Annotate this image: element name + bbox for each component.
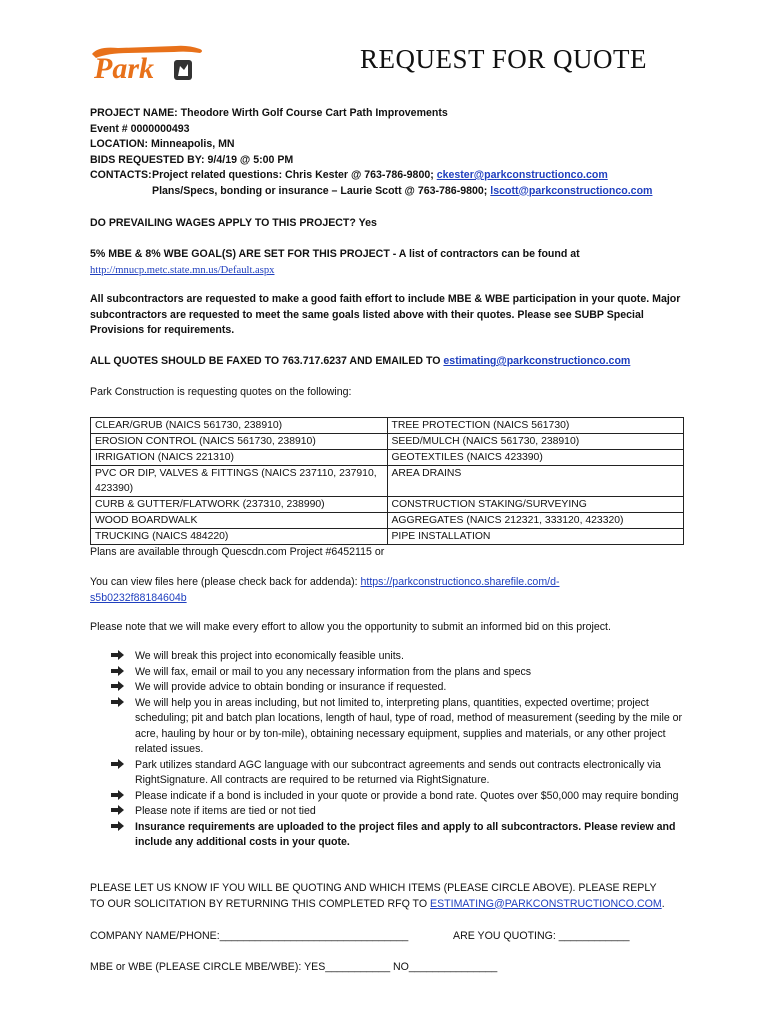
prevailing-wages: DO PREVAILING WAGES APPLY TO THIS PROJECT? Yes	[90, 217, 377, 229]
list-item: Park utilizes standard AGC language with our subcontract agreements and sends out contracts electronically via RightSignature. All contracts are required to be returned via RightSignature.	[108, 758, 683, 789]
table-cell: SEED/MULCH (NAICS 561730, 238910)	[387, 434, 684, 450]
table-cell: AGGREGATES (NAICS 212321, 333120, 423320)	[387, 513, 684, 529]
lion-crest-icon	[174, 60, 192, 80]
table-row	[91, 450, 684, 466]
table-cell: IRRIGATION (NAICS 221310)	[91, 450, 388, 466]
files-paragraph: You can view files here (please check back for addenda): https://parkconstructionco.sharefile.com/d- s5b0232f88184604b	[90, 576, 560, 604]
table-cell: GEOTEXTILES (NAICS 423390)	[387, 450, 684, 466]
company-phone-field[interactable]: COMPANY NAME/PHONE:________________________________	[90, 930, 409, 942]
project-info	[90, 106, 690, 199]
park-logo	[88, 40, 208, 90]
park-logo-graphic	[88, 40, 208, 90]
project-name: PROJECT NAME: Theodore Wirth Golf Course Cart Path Improvements	[90, 107, 448, 119]
event-number: Event # 0000000493	[90, 122, 190, 135]
list-item: We will fax, email or mail to you any necessary information from the plans and specs	[108, 665, 683, 681]
table-cell: TREE PROTECTION (NAICS 561730)	[387, 418, 684, 434]
contacts-label: CONTACTS:	[90, 169, 152, 181]
arrow-bullet-icon	[111, 758, 125, 770]
table-row	[91, 434, 684, 450]
table-cell: WOOD BOARDWALK	[91, 513, 388, 529]
table-cell: TRUCKING (NAICS 484220)	[91, 529, 388, 545]
requesting-line: Park Construction is requesting quotes on the following:	[90, 386, 352, 398]
sharefile-link[interactable]: https://parkconstructionco.sharefile.com/d-	[360, 576, 560, 588]
table-cell: EROSION CONTROL (NAICS 561730, 238910)	[91, 434, 388, 450]
are-you-quoting-field[interactable]: ARE YOU QUOTING: ____________	[453, 930, 630, 942]
arrow-bullet-icon	[111, 820, 125, 832]
list-item: Please indicate if a bond is included in your quote or provide a bond rate. Quotes over $50,000 may require bonding	[108, 789, 683, 805]
location: LOCATION: Minneapolis, MN	[90, 138, 235, 150]
fax-paragraph: ALL QUOTES SHOULD BE FAXED TO 763.717.6237 AND EMAILED TO estimating@parkconstructionco.com	[90, 355, 631, 367]
list-item: Please note if items are tied or not tied	[108, 804, 683, 820]
commitments-list	[108, 649, 683, 851]
arrow-bullet-icon	[111, 696, 125, 708]
table-row	[91, 497, 684, 513]
arrow-bullet-icon	[111, 680, 125, 692]
table-cell: PVC OR DIP, VALVES & FITTINGS (NAICS 237110, 237910, 423390)	[91, 466, 388, 497]
arrow-bullet-icon	[111, 804, 125, 816]
arrow-bullet-icon	[111, 649, 125, 661]
contact-2: Plans/Specs, bonding or insurance – Laurie Scott @ 763-786-9800; lscott@parkconstructionco.com	[152, 184, 653, 197]
note-line: Please note that we will make every effort to allow you the opportunity to submit an informed bid on this project.	[90, 621, 611, 633]
contractors-list-link[interactable]: http://mnucp.metc.state.mn.us/Default.aspx	[90, 264, 275, 276]
estimating-email-link[interactable]: estimating@parkconstructionco.com	[443, 355, 631, 367]
table-row	[91, 418, 684, 434]
table-cell: CURB & GUTTER/FLATWORK (237310, 238990)	[91, 497, 388, 513]
goals-paragraph	[90, 247, 690, 278]
arrow-bullet-icon	[111, 665, 125, 677]
table-cell: PIPE INSTALLATION	[387, 529, 684, 545]
table-row	[91, 513, 684, 529]
arrow-bullet-icon	[111, 789, 125, 801]
closing-email-link[interactable]: ESTIMATING@PARKCONSTRUCTIONCO.COM	[430, 897, 662, 910]
table-cell: CONSTRUCTION STAKING/SURVEYING	[387, 497, 684, 513]
table-cell: CLEAR/GRUB (NAICS 561730, 238910)	[91, 418, 388, 434]
list-item: We will provide advice to obtain bonding or insurance if requested.	[108, 680, 683, 696]
page-title: REQUEST FOR QUOTE	[360, 44, 648, 74]
list-item: We will help you in areas including, but not limited to, interpreting plans, quantities, expected overtime; project scheduling; pit and batch plan locations, length of haul, type of road, method of measurement (seeding by the mile or acre, hauling by hour or by ton-mile), obtaining necessary equipment, supplies and materials, or any other project related issues.	[108, 696, 683, 758]
closing-paragraph: PLEASE LET US KNOW IF YOU WILL BE QUOTING AND WHICH ITEMS (PLEASE CIRCLE ABOVE). PLEASE REPLY TO OUR SOLICITATION BY RETURNING THIS COMPLETED RFQ TO ESTIMATING@PARKCONSTRUCTIONCO.COM.	[90, 882, 665, 910]
contacts	[90, 168, 690, 199]
svg-text:Park: Park	[94, 52, 154, 85]
goals-text: 5% MBE & 8% WBE GOAL(S) ARE SET FOR THIS PROJECT - A list of contractors can be found at	[90, 248, 580, 260]
contact-1: Project related questions: Chris Kester @ 763-786-9800; ckester@parkconstructionco.com	[152, 169, 608, 181]
plans-line: Plans are available through Quescdn.com Project #6452115 or	[90, 546, 385, 558]
contact-2-email-link[interactable]: lscott@parkconstructionco.com	[490, 184, 653, 197]
items-table	[90, 417, 684, 545]
contact-1-email-link[interactable]: ckester@parkconstructionco.com	[436, 169, 608, 181]
table-row	[91, 466, 684, 497]
subcontractors-paragraph: All subcontractors are requested to make a good faith effort to include MBE & WBE participation in your quote. Major subcontractors are requested to meet the same goals listed above with their quotes. Please see SUBP Special Provisions for requirements.	[90, 293, 681, 336]
list-item: Insurance requirements are uploaded to the project files and apply to all subcontractors. Please review and include any additional costs in your quote.	[108, 820, 683, 851]
bids-requested-by: BIDS REQUESTED BY: 9/4/19 @ 5:00 PM	[90, 153, 294, 166]
table-row	[91, 529, 684, 545]
sharefile-link-cont[interactable]: s5b0232f88184604b	[90, 591, 187, 604]
mbe-wbe-field[interactable]: MBE or WBE (PLEASE CIRCLE MBE/WBE): YES___________ NO_______________	[90, 961, 498, 973]
list-item: We will break this project into economically feasible units.	[108, 649, 683, 665]
table-cell: AREA DRAINS	[387, 466, 684, 497]
